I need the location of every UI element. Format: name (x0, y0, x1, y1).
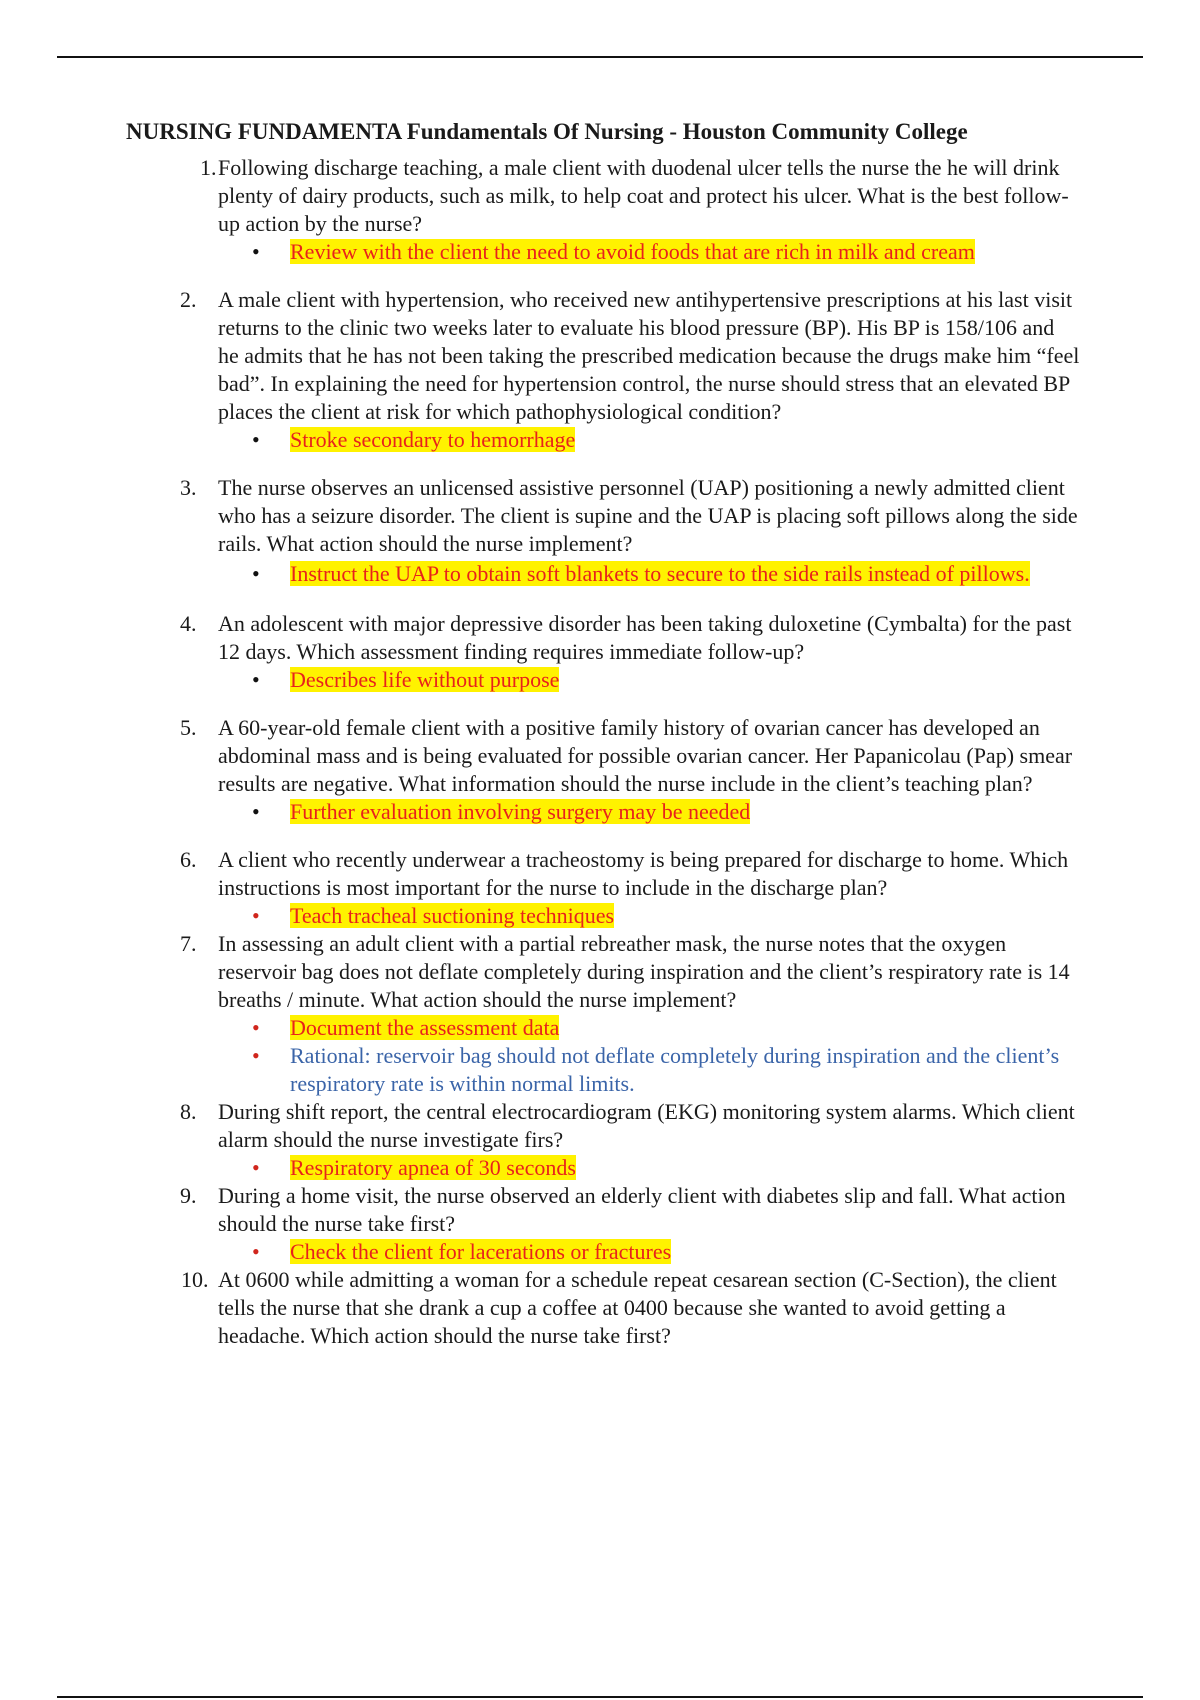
answer-list (218, 1014, 1080, 1098)
question-number: 6. (180, 847, 197, 872)
answer-item (218, 902, 1080, 930)
question-number: 9. (180, 1183, 197, 1208)
answer-list (218, 902, 1080, 930)
question-text: A male client with hypertension, who received new antihypertensive prescriptions at his last visit returns to the clinic two weeks later to evaluate his blood pressure (BP). His BP is 158/106 and he admits that he has not been taking the prescribed medication because the drugs make him “feel bad”. In explaining the need for hypertension control, the nurse should stress that an elevated BP places the client at risk for which pathophysiological condition? (218, 287, 1080, 424)
answer-list (218, 1238, 1080, 1266)
top-rule (57, 56, 1143, 58)
question-3 (0, 474, 1080, 590)
bullet-icon: • (252, 239, 260, 264)
highlighted-answer: Document the assessment data (290, 1015, 560, 1040)
answer-item (218, 238, 1080, 266)
question-number: 7. (180, 931, 197, 956)
highlighted-answer: Check the client for lacerations or fractures (290, 1239, 672, 1264)
highlighted-answer: Describes life without purpose (290, 667, 560, 692)
answer-list (218, 798, 1080, 826)
question-number: 8. (180, 1099, 197, 1124)
bullet-icon: • (252, 799, 260, 824)
answer-list (218, 426, 1080, 454)
question-text: During shift report, the central electrocardiogram (EKG) monitoring system alarms. Which client alarm should the nurse investigate firs? (218, 1099, 1075, 1152)
question-text: Following discharge teaching, a male client with duodenal ulcer tells the nurse the he will drink plenty of dairy products, such as milk, to help coat and protect his ulcer. What is the best follow-up action by the nurse? (218, 155, 1069, 236)
question-number: 5. (180, 715, 197, 740)
question-9 (0, 1182, 1080, 1266)
answer-item (218, 558, 1080, 590)
bullet-icon: • (252, 903, 260, 928)
bullet-icon: • (252, 1155, 260, 1180)
answer-item (218, 426, 1080, 454)
question-10 (0, 1266, 1080, 1350)
question-7 (0, 930, 1080, 1098)
bullet-icon: • (252, 427, 260, 452)
highlighted-answer: Review with the client the need to avoid foods that are rich in milk and cream (290, 239, 975, 264)
question-text: The nurse observes an unlicensed assistive personnel (UAP) positioning a newly admitted client who has a seizure disorder. The client is supine and the UAP is placing soft pillows along the side rails. What action should the nurse implement? (218, 475, 1078, 556)
answer-item (218, 1014, 1080, 1042)
question-text: An adolescent with major depressive disorder has been taking duloxetine (Cymbalta) for the past 12 days. Which assessment finding requires immediate follow-up? (218, 611, 1072, 664)
question-4 (0, 610, 1080, 694)
bullet-icon: • (252, 1043, 260, 1068)
question-text: At 0600 while admitting a woman for a schedule repeat cesarean section (C-Section), the client tells the nurse that she drank a cup a coffee at 0400 because she wanted to avoid getting a headache. Which action should the nurse take first? (218, 1267, 1057, 1348)
question-8 (0, 1098, 1080, 1182)
answer-item (218, 666, 1080, 694)
rationale-text: Rational: reservoir bag should not deflate completely during inspiration and the client’s respiratory rate is within normal limits. (290, 1043, 1060, 1096)
question-5 (0, 714, 1080, 826)
highlighted-answer: Further evaluation involving surgery may be needed (290, 799, 751, 824)
bullet-icon: • (252, 1015, 260, 1040)
question-text: A 60-year-old female client with a positive family history of ovarian cancer has developed an abdominal mass and is being evaluated for possible ovarian cancer. Her Papanicolau (Pap) smear results are negative. What information should the nurse include in the client’s teaching plan? (218, 715, 1073, 796)
question-number: 1. (200, 155, 217, 180)
question-list (0, 154, 1200, 1350)
question-text: In assessing an adult client with a partial rebreather mask, the nurse notes that the oxygen reservoir bag does not deflate completely during inspiration and the client’s respiratory rate is 14 breaths / minute. What action should the nurse implement? (218, 931, 1070, 1012)
rationale-item (218, 1042, 1080, 1098)
highlighted-answer: Teach tracheal suctioning techniques (290, 903, 615, 928)
question-text: A client who recently underwear a tracheostomy is being prepared for discharge to home. Which instructions is most important for the nurse to include in the discharge plan? (218, 847, 1069, 900)
answer-list (218, 558, 1080, 590)
question-number: 10. (181, 1267, 209, 1292)
question-2 (0, 286, 1080, 454)
answer-item (218, 1238, 1080, 1266)
question-number: 3. (180, 475, 197, 500)
question-6 (0, 846, 1080, 930)
answer-item (218, 798, 1080, 826)
bullet-icon: • (252, 561, 260, 586)
question-number: 4. (180, 611, 197, 636)
bottom-rule (57, 1696, 1143, 1698)
bullet-icon: • (252, 1239, 260, 1264)
question-1 (0, 154, 1080, 266)
answer-list (218, 1154, 1080, 1182)
question-text: During a home visit, the nurse observed an elderly client with diabetes slip and fall. What action should the nurse take first? (218, 1183, 1066, 1236)
question-number: 2. (180, 287, 197, 312)
answer-item (218, 1154, 1080, 1182)
answer-list (218, 666, 1080, 694)
document-title: NURSING FUNDAMENTA Fundamentals Of Nursing - Houston Community College (126, 119, 968, 144)
highlighted-answer: Respiratory apnea of 30 seconds (290, 1155, 576, 1180)
bullet-icon: • (252, 667, 260, 692)
highlighted-answer: Stroke secondary to hemorrhage (290, 427, 576, 452)
highlighted-answer: Instruct the UAP to obtain soft blankets to secure to the side rails instead of pillows. (290, 561, 1030, 586)
answer-list (218, 238, 1080, 266)
